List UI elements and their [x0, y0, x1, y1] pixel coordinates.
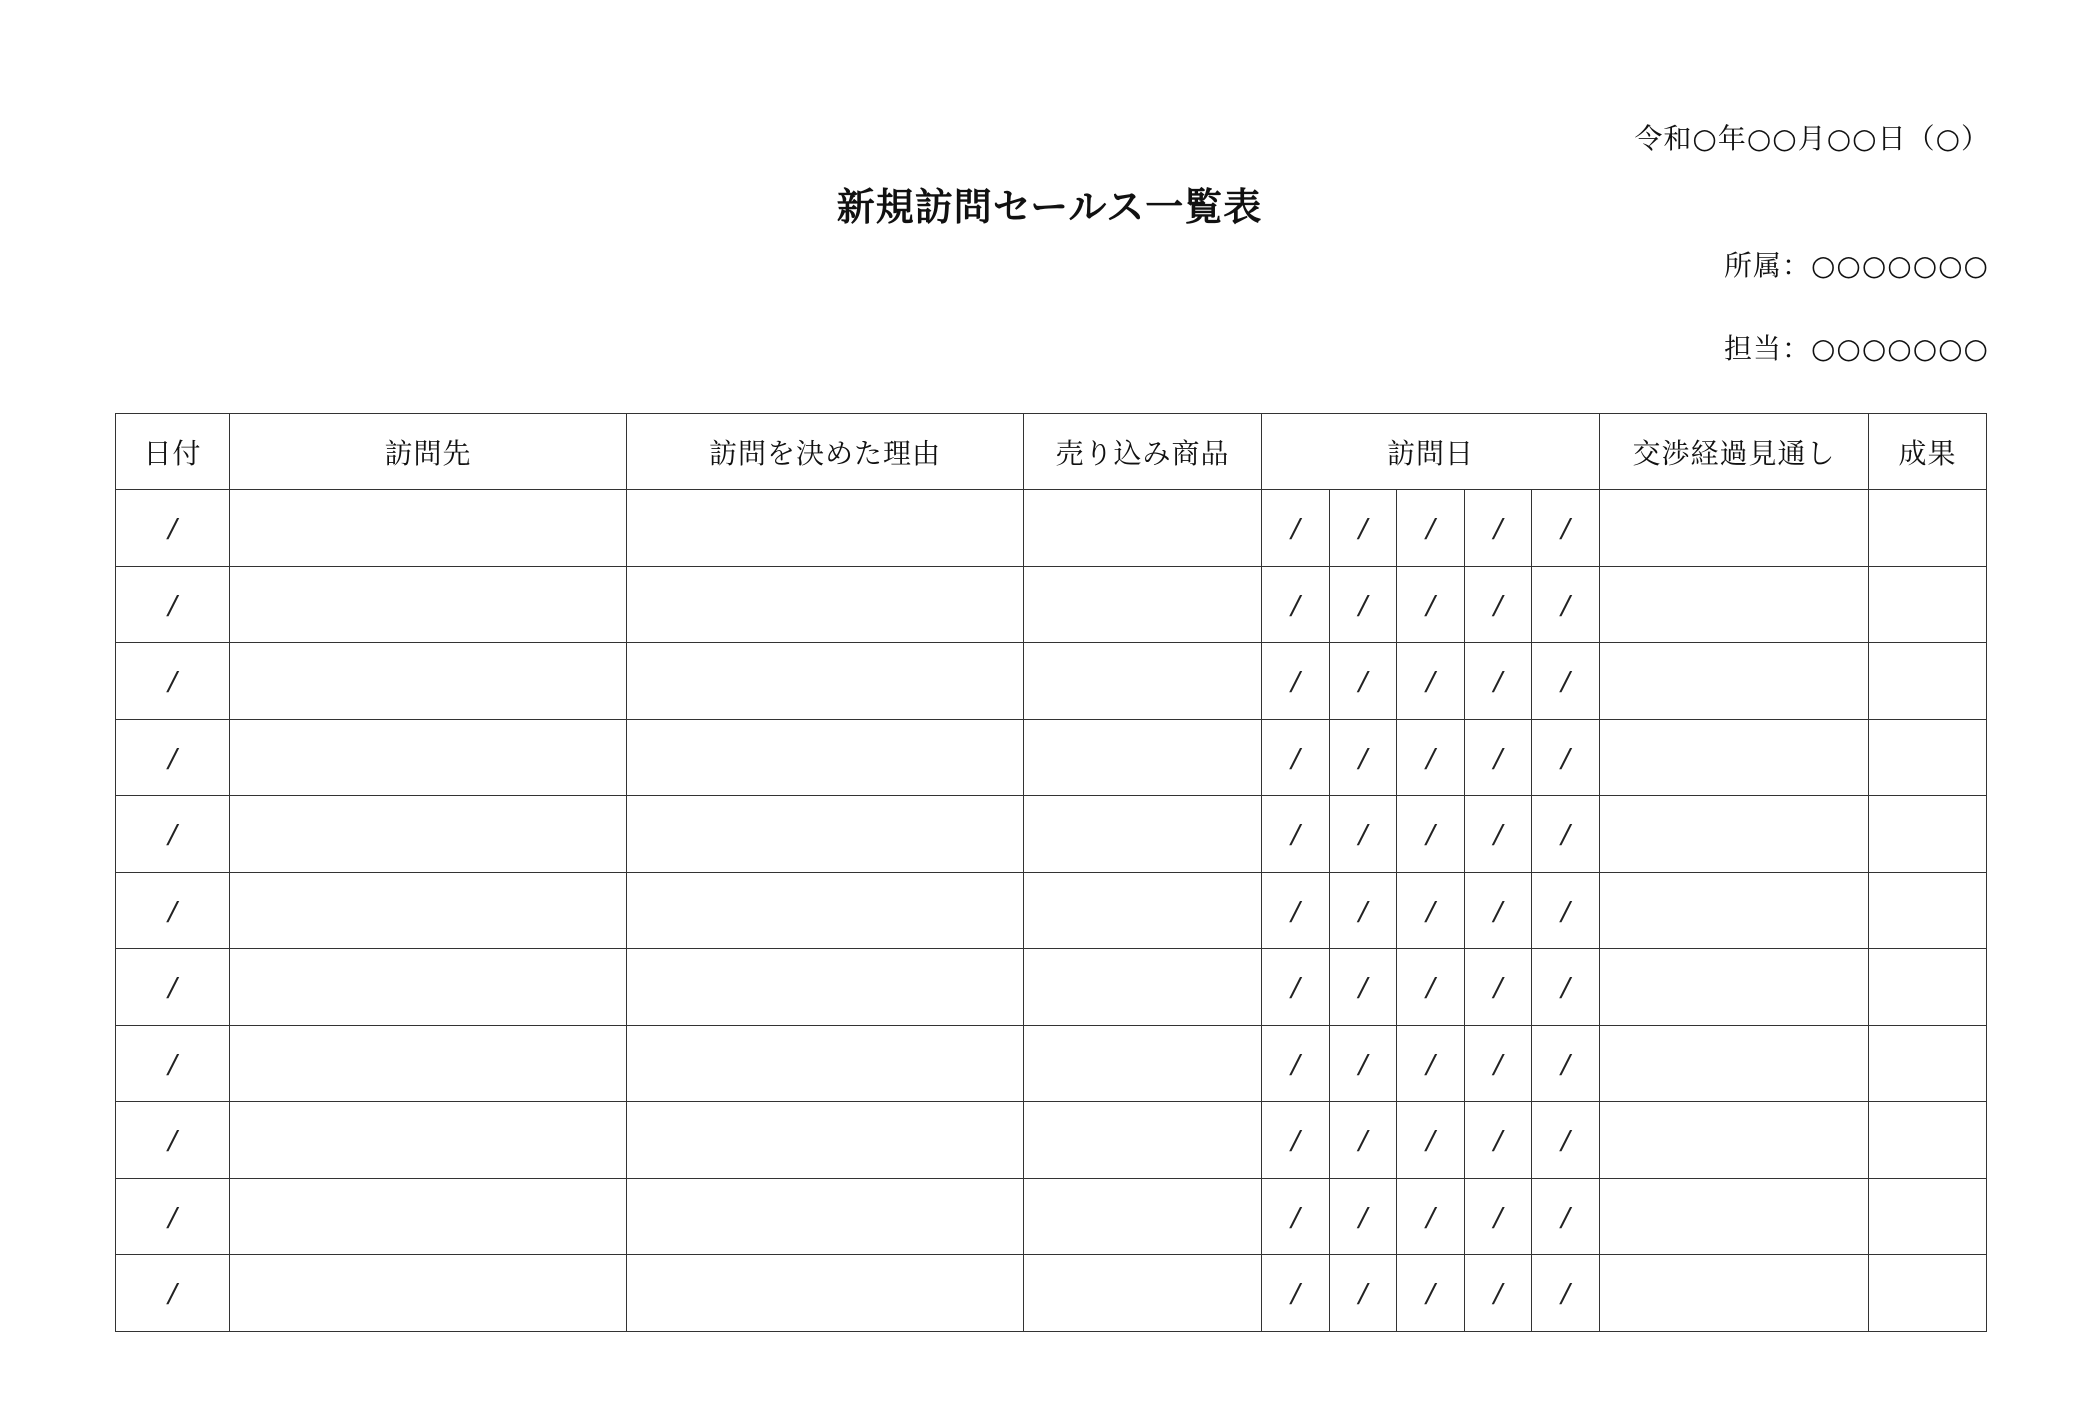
visit-date-slash: /: [1493, 973, 1503, 1004]
date-cell[interactable]: [116, 719, 230, 796]
visit-date-slash: /: [1493, 667, 1503, 698]
visit-date-cell[interactable]: [1262, 949, 1330, 1026]
visit-date-slash: /: [1358, 590, 1368, 621]
visit-date-slash: /: [1493, 820, 1503, 851]
reason-cell[interactable]: [627, 949, 1024, 1026]
visit-date-cell[interactable]: [1262, 1102, 1330, 1179]
visit-date-cell[interactable]: [1330, 490, 1397, 567]
negotiation-cell[interactable]: [1600, 1025, 1869, 1102]
visit-date-slash: /: [1291, 590, 1300, 621]
header-product: 売り込み商品: [1024, 414, 1262, 490]
visit-date-slash: /: [1493, 1279, 1503, 1310]
visit-date-slash: /: [1291, 667, 1300, 698]
person-in-charge-line: 担当：○○○○○○○: [1723, 332, 1989, 365]
visit-date-cell[interactable]: [1465, 872, 1532, 949]
visit-date-cell[interactable]: [1330, 566, 1397, 643]
visit-date-slash: /: [1561, 820, 1570, 851]
date-cell[interactable]: [116, 796, 230, 873]
visit-date-cell[interactable]: [1465, 490, 1532, 567]
negotiation-cell[interactable]: [1600, 1178, 1869, 1255]
table-row: [116, 1102, 1987, 1179]
visit-date-cell[interactable]: [1465, 719, 1532, 796]
visit-date-cell[interactable]: [1397, 643, 1465, 720]
table-row: [116, 566, 1987, 643]
visit-date-cell[interactable]: [1465, 949, 1532, 1026]
visit-date-slash: /: [1426, 1279, 1435, 1310]
result-cell[interactable]: [1869, 566, 1987, 643]
visit-date-slash: /: [1426, 1049, 1435, 1080]
visit-date-slash: /: [1358, 896, 1368, 927]
visit-date-slash: /: [1291, 820, 1300, 851]
product-cell[interactable]: [1024, 949, 1262, 1026]
date-slash: /: [168, 1126, 177, 1157]
destination-cell[interactable]: [230, 719, 627, 796]
destination-cell[interactable]: [230, 949, 627, 1026]
visit-date-slash: /: [1426, 743, 1435, 774]
visit-date-cell[interactable]: [1465, 643, 1532, 720]
visit-date-cell[interactable]: [1397, 1102, 1465, 1179]
visit-date-cell[interactable]: [1532, 949, 1600, 1026]
product-cell[interactable]: [1024, 1025, 1262, 1102]
visit-date-slash: /: [1426, 667, 1435, 698]
table-row: [116, 490, 1987, 567]
visit-date-slash: /: [1426, 973, 1435, 1004]
reason-cell[interactable]: [627, 643, 1024, 720]
visit-date-cell[interactable]: [1330, 796, 1397, 873]
visit-date-cell[interactable]: [1532, 566, 1600, 643]
visit-date-cell[interactable]: [1262, 1025, 1330, 1102]
visit-date-cell[interactable]: [1397, 566, 1465, 643]
product-cell[interactable]: [1024, 796, 1262, 873]
reason-cell[interactable]: [627, 1178, 1024, 1255]
table-row: [116, 1025, 1987, 1102]
reason-cell[interactable]: [627, 1025, 1024, 1102]
date-slash: /: [168, 1202, 177, 1233]
visit-date-cell[interactable]: [1397, 490, 1465, 567]
visit-date-slash: /: [1426, 514, 1435, 545]
visit-date-slash: /: [1426, 590, 1435, 621]
visit-date-slash: /: [1291, 514, 1300, 545]
header-negotiation: 交渉経過見通し: [1600, 414, 1869, 490]
table-row: [116, 719, 1987, 796]
date-slash: /: [168, 514, 177, 545]
product-cell[interactable]: [1024, 1102, 1262, 1179]
header-result: 成果: [1869, 414, 1987, 490]
product-cell[interactable]: [1024, 719, 1262, 796]
result-cell[interactable]: [1869, 949, 1987, 1026]
visit-date-slash: /: [1493, 1126, 1503, 1157]
date-cell[interactable]: [116, 566, 230, 643]
header-reason: 訪問を決めた理由: [627, 414, 1024, 490]
table-header-row: [116, 414, 1987, 490]
date-cell[interactable]: [116, 1025, 230, 1102]
date-slash: /: [168, 1049, 177, 1080]
visit-date-cell[interactable]: [1465, 1025, 1532, 1102]
header-date: 日付: [116, 414, 230, 490]
reason-cell[interactable]: [627, 1102, 1024, 1179]
visit-date-cell[interactable]: [1330, 719, 1397, 796]
visit-date-slash: /: [1493, 1049, 1503, 1080]
date-slash: /: [168, 820, 177, 851]
visit-date-slash: /: [1561, 1049, 1570, 1080]
visit-date-slash: /: [1426, 1126, 1435, 1157]
reason-cell[interactable]: [627, 872, 1024, 949]
reason-cell[interactable]: [627, 490, 1024, 567]
visit-date-cell[interactable]: [1262, 566, 1330, 643]
reason-cell[interactable]: [627, 566, 1024, 643]
visit-date-cell[interactable]: [1532, 1255, 1600, 1332]
visit-date-cell[interactable]: [1330, 949, 1397, 1026]
visit-date-cell[interactable]: [1532, 719, 1600, 796]
visit-date-slash: /: [1561, 1202, 1570, 1233]
visit-date-slash: /: [1291, 896, 1300, 927]
visit-date-slash: /: [1493, 743, 1503, 774]
destination-cell[interactable]: [230, 490, 627, 567]
result-cell[interactable]: [1869, 872, 1987, 949]
visit-date-cell[interactable]: [1397, 1025, 1465, 1102]
visit-date-slash: /: [1358, 1202, 1368, 1233]
visit-date-cell[interactable]: [1262, 643, 1330, 720]
visit-date-cell[interactable]: [1397, 796, 1465, 873]
table-row: [116, 796, 1987, 873]
visit-date-cell[interactable]: [1262, 872, 1330, 949]
negotiation-cell[interactable]: [1600, 566, 1869, 643]
result-cell[interactable]: [1869, 1255, 1987, 1332]
table-body: [116, 490, 1987, 1332]
visit-date-cell[interactable]: [1330, 1255, 1397, 1332]
destination-cell[interactable]: [230, 872, 627, 949]
visit-date-cell[interactable]: [1532, 490, 1600, 567]
negotiation-cell[interactable]: [1600, 872, 1869, 949]
date-cell[interactable]: [116, 1102, 230, 1179]
visit-date-cell[interactable]: [1330, 643, 1397, 720]
visit-date-slash: /: [1493, 514, 1503, 545]
destination-cell[interactable]: [230, 796, 627, 873]
visit-date-cell[interactable]: [1465, 796, 1532, 873]
visit-date-slash: /: [1291, 743, 1300, 774]
date-line: 令和○年○○月○○日（○）: [1634, 122, 1990, 155]
date-cell[interactable]: [116, 872, 230, 949]
product-cell[interactable]: [1024, 643, 1262, 720]
date-cell[interactable]: [116, 643, 230, 720]
visit-date-cell[interactable]: [1330, 1102, 1397, 1179]
date-slash: /: [168, 590, 177, 621]
visit-date-slash: /: [1426, 896, 1435, 927]
visit-date-cell[interactable]: [1397, 1178, 1465, 1255]
visit-date-cell[interactable]: [1532, 1178, 1600, 1255]
negotiation-cell[interactable]: [1600, 1102, 1869, 1179]
visit-date-cell[interactable]: [1262, 796, 1330, 873]
visit-date-slash: /: [1426, 820, 1435, 851]
visit-date-slash: /: [1358, 973, 1368, 1004]
date-cell[interactable]: [116, 1178, 230, 1255]
visit-date-slash: /: [1291, 1279, 1300, 1310]
destination-cell[interactable]: [230, 1178, 627, 1255]
result-cell[interactable]: [1869, 643, 1987, 720]
visit-date-cell[interactable]: [1532, 643, 1600, 720]
result-cell[interactable]: [1869, 1025, 1987, 1102]
date-slash: /: [168, 1279, 177, 1310]
destination-cell[interactable]: [230, 643, 627, 720]
header-destination: 訪問先: [230, 414, 627, 490]
visit-date-slash: /: [1561, 514, 1570, 545]
result-cell[interactable]: [1869, 490, 1987, 567]
visit-date-slash: /: [1358, 1279, 1368, 1310]
negotiation-cell[interactable]: [1600, 1255, 1869, 1332]
visit-date-cell[interactable]: [1262, 719, 1330, 796]
header-visit-dates: 訪問日: [1262, 414, 1600, 490]
visit-date-slash: /: [1358, 820, 1368, 851]
visit-date-slash: /: [1291, 1049, 1300, 1080]
visit-date-slash: /: [1291, 973, 1300, 1004]
visit-date-slash: /: [1561, 667, 1570, 698]
visit-date-slash: /: [1561, 590, 1570, 621]
destination-cell[interactable]: [230, 1255, 627, 1332]
destination-cell[interactable]: [230, 566, 627, 643]
visit-date-slash: /: [1561, 1126, 1570, 1157]
visit-date-slash: /: [1358, 514, 1368, 545]
visit-date-cell[interactable]: [1532, 1102, 1600, 1179]
product-cell[interactable]: [1024, 566, 1262, 643]
product-cell[interactable]: [1024, 490, 1262, 567]
table-row: [116, 872, 1987, 949]
visit-date-cell[interactable]: [1532, 1025, 1600, 1102]
visit-date-cell[interactable]: [1397, 949, 1465, 1026]
visit-date-slash: /: [1291, 1126, 1300, 1157]
visit-date-slash: /: [1358, 1049, 1368, 1080]
result-cell[interactable]: [1869, 1102, 1987, 1179]
visit-date-slash: /: [1493, 1202, 1503, 1233]
visit-date-slash: /: [1358, 667, 1368, 698]
date-cell[interactable]: [116, 490, 230, 567]
visit-date-cell[interactable]: [1532, 796, 1600, 873]
visit-date-slash: /: [1561, 896, 1570, 927]
date-slash: /: [168, 896, 177, 927]
date-slash: /: [168, 973, 177, 1004]
product-cell[interactable]: [1024, 872, 1262, 949]
visit-date-cell[interactable]: [1262, 1255, 1330, 1332]
date-cell[interactable]: [116, 1255, 230, 1332]
visit-date-cell[interactable]: [1465, 1102, 1532, 1179]
visit-date-slash: /: [1493, 590, 1503, 621]
visit-date-slash: /: [1493, 896, 1503, 927]
product-cell[interactable]: [1024, 1178, 1262, 1255]
visit-date-slash: /: [1358, 743, 1368, 774]
reason-cell[interactable]: [627, 719, 1024, 796]
page-title: 新規訪問セールス一覧表: [836, 184, 1263, 229]
negotiation-cell[interactable]: [1600, 643, 1869, 720]
visit-date-cell[interactable]: [1397, 719, 1465, 796]
visit-date-cell[interactable]: [1330, 872, 1397, 949]
date-slash: /: [168, 743, 177, 774]
visit-date-slash: /: [1426, 1202, 1435, 1233]
destination-cell[interactable]: [230, 1102, 627, 1179]
visit-date-cell[interactable]: [1330, 1178, 1397, 1255]
result-cell[interactable]: [1869, 719, 1987, 796]
result-cell[interactable]: [1869, 796, 1987, 873]
visit-date-cell[interactable]: [1397, 1255, 1465, 1332]
negotiation-cell[interactable]: [1600, 719, 1869, 796]
negotiation-cell[interactable]: [1600, 490, 1869, 567]
visit-date-cell[interactable]: [1262, 1178, 1330, 1255]
table-row: [116, 1178, 1987, 1255]
visit-date-slash: /: [1291, 1202, 1300, 1233]
visit-date-cell[interactable]: [1465, 1255, 1532, 1332]
negotiation-cell[interactable]: [1600, 796, 1869, 873]
date-slash: /: [168, 667, 177, 698]
visit-date-slash: /: [1561, 1279, 1570, 1310]
visit-date-cell[interactable]: [1532, 872, 1600, 949]
reason-cell[interactable]: [627, 796, 1024, 873]
visit-date-cell[interactable]: [1330, 1025, 1397, 1102]
visit-date-cell[interactable]: [1465, 1178, 1532, 1255]
product-cell[interactable]: [1024, 1255, 1262, 1332]
result-cell[interactable]: [1869, 1178, 1987, 1255]
visit-date-slash: /: [1561, 973, 1570, 1004]
visit-date-cell[interactable]: [1262, 490, 1330, 567]
table-row: [116, 643, 1987, 720]
visit-date-cell[interactable]: [1397, 872, 1465, 949]
sales-visit-table: [115, 413, 1987, 1332]
destination-cell[interactable]: [230, 1025, 627, 1102]
table-row: [116, 1255, 1987, 1332]
visit-date-slash: /: [1561, 743, 1570, 774]
visit-date-cell[interactable]: [1465, 566, 1532, 643]
reason-cell[interactable]: [627, 1255, 1024, 1332]
affiliation-line: 所属：○○○○○○○: [1723, 249, 1989, 282]
date-cell[interactable]: [116, 949, 230, 1026]
table-row: [116, 949, 1987, 1026]
visit-date-slash: /: [1358, 1126, 1368, 1157]
negotiation-cell[interactable]: [1600, 949, 1869, 1026]
